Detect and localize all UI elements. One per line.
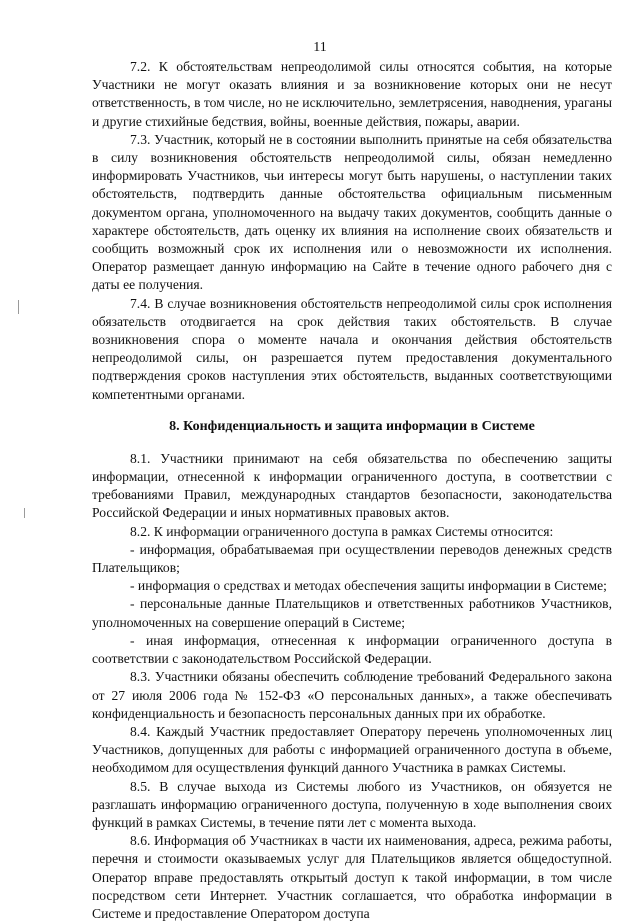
scan-margin-mark	[24, 508, 25, 518]
clause-8-2: 8.2. К информации ограниченного доступа в рамках Системы относится:	[130, 523, 554, 539]
clause-8-4: 8.4. Каждый Участник предоставляет Оператору перечень уполномоченных лиц Участников, допущенных для работы с информацией ограниченного доступа в объеме, необходимом для осуществления функций данного Участника в рамках Системы.	[92, 723, 612, 776]
clause-7-2: 7.2. К обстоятельствам непреодолимой силы относятся события, на которые Участники не могут оказать влияния и за возникновение которых они не несут ответственность, в том числе, но не исключительно, землетрясения, наводнения, ураганы и другие стихийные бедствия, войны, военные действия, пожары, аварии.	[92, 59, 612, 129]
clause-8-1: 8.1. Участники принимают на себя обязательства по обеспечению защиты информации, отнесенной к информации ограниченного доступа, в соответствии с требованиями Правил, международных стандартов безопасности, законодательства Российской Федерации и иных нормативных правовых актов.	[92, 450, 612, 521]
page-number: 11	[313, 40, 327, 55]
list-item: - иная информация, отнесенная к информации ограниченного доступа в соответствии с законодательством Российской Федерации.	[92, 632, 612, 667]
clause-8-5: 8.5. В случае выхода из Системы любого из Участников, он обязуется не разглашать информацию ограниченного доступа, полученную в ходе выполнения своих функций в рамках Системы, в течение пяти лет с момента выхода.	[92, 778, 612, 830]
list-item: - информация о средствах и методах обеспечения защиты информации в Системе;	[130, 578, 607, 594]
clause-8-3: 8.3. Участники обязаны обеспечить соблюдение требований Федерального закона от 27 июля 2006 года № 152-ФЗ «О персональных данных», а также обеспечивать конфиденциальность и безопасность персональных данных при их обработке.	[92, 669, 612, 721]
scan-margin-mark	[18, 300, 19, 314]
document-body	[92, 58, 612, 923]
clause-7-3: 7.3. Участник, который не в состоянии выполнить принятые на себя обязательства в силу возникновения обстоятельств непреодолимой силы, обязан немедленно информировать Участников, чьи интересы могут быть нарушены, о наступлении таких обстоятельств, подтвердить данные обстоятельства официальным письменным документом органа, уполномоченного на выдачу таких документов, сообщить данные о характере обстоятельств, дать оценку их влияния на исполнение своих обязательств и сообщить возможный срок их исполнения или о невозможности их исполнения. Оператор размещает данную информацию на Сайте в течение одного рабочего дня с даты ее получения.	[92, 131, 612, 293]
list-item: - информация, обрабатываемая при осуществлении переводов денежных средств Плательщиков;	[92, 541, 612, 576]
clause-8-6: 8.6. Информация об Участниках в части их наименования, адреса, режима работы, перечня и стоимости оказываемых услуг для Плательщиков является общедоступной. Оператор вправе предоставлять открытый доступ к такой информации, в том числе посредством сети Интернет. Участник соглашается, что обработка информации в Системе и предоставление Оператором доступа	[92, 833, 612, 921]
clause-7-4: 7.4. В случае возникновения обстоятельств непреодолимой силы срок исполнения обязательств отодвигается на срок действия таких обстоятельств. В случае возникновения спора о моменте начала и окончания действия обстоятельств непреодолимой силы, он разрешается путем предоставления документального подтверждения сроков наступления этих обстоятельств, выданных соответствующими компетентными органами.	[92, 295, 612, 402]
section-heading: 8. Конфиденциальность и защита информации в Системе	[169, 418, 535, 434]
list-item: - персональные данные Плательщиков и ответственных работников Участников, уполномоченных на совершение операций в Системе;	[92, 596, 612, 630]
